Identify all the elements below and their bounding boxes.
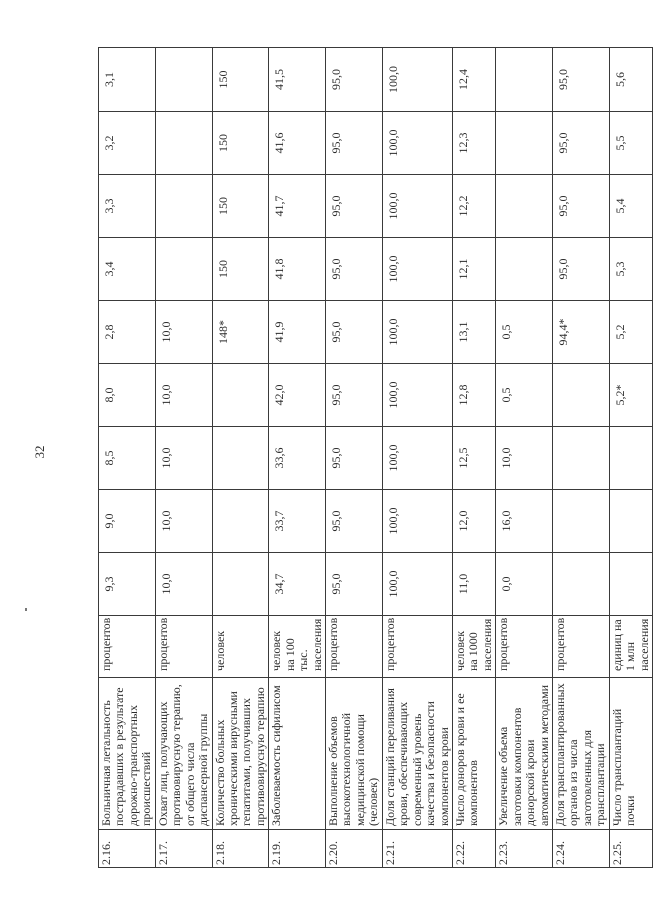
indicator-name: Увеличение объема заготовки компонентов донорской крови автоматическими методами [496,678,553,830]
value-cell: 12,3 [452,112,495,175]
value-cell: 3,4 [99,238,156,301]
value-cell [553,364,610,427]
value-cell: 12,4 [452,48,495,112]
value-cell: 95,0 [553,48,610,112]
table-row [553,48,610,868]
value-cell: 100,0 [382,553,452,616]
indicator-name: Доля станций переливания крови, обеспечивающих современный уровень качества и безопасности компонентов крови [382,678,452,830]
value-cell [155,48,212,112]
table-row [452,48,495,868]
value-cell: 41,8 [269,238,326,301]
value-cell: 3,3 [99,175,156,238]
value-cell [553,553,610,616]
unit-cell: человек на 1000 населения [452,616,495,678]
unit-cell: процентов [326,616,383,678]
value-cell [212,490,269,553]
value-cell [609,553,652,616]
value-cell: 41,7 [269,175,326,238]
value-cell: 5,4 [609,175,652,238]
unit-cell: процентов [155,616,212,678]
value-cell: 12,2 [452,175,495,238]
value-cell: 95,0 [326,48,383,112]
table-row [269,48,326,868]
value-cell: 95,0 [326,112,383,175]
value-cell: 0,0 [496,553,553,616]
rotated-table-wrapper [98,48,651,868]
value-cell: 41,5 [269,48,326,112]
value-cell: 100,0 [382,490,452,553]
value-cell: 0,5 [496,301,553,364]
value-cell [212,553,269,616]
value-cell [496,112,553,175]
value-cell [496,238,553,301]
row-number: 2.21. [382,830,452,868]
value-cell: 150 [212,238,269,301]
value-cell: 5,5 [609,112,652,175]
table-row [382,48,452,868]
indicator-name: Число трансплантаций почки [609,678,652,830]
row-number: 2.24. [553,830,610,868]
indicator-name: Количество больных хроническими вирусными гепатитами, получивших противовирусную терапию [212,678,269,830]
value-cell: 95,0 [326,364,383,427]
value-cell [609,490,652,553]
value-cell: 41,6 [269,112,326,175]
value-cell: 100,0 [382,48,452,112]
table-row [326,48,383,868]
value-cell: 95,0 [326,490,383,553]
value-cell: 100,0 [382,301,452,364]
value-cell [155,175,212,238]
value-cell [609,427,652,490]
value-cell [212,427,269,490]
value-cell: 13,1 [452,301,495,364]
value-cell: 150 [212,48,269,112]
value-cell: 2,8 [99,301,156,364]
value-cell: 34,7 [269,553,326,616]
unit-cell: процентов [99,616,156,678]
value-cell: 11,0 [452,553,495,616]
value-cell: 9,0 [99,490,156,553]
value-cell: 148* [212,301,269,364]
value-cell: 100,0 [382,238,452,301]
row-number: 2.23. [496,830,553,868]
row-number: 2.17. [155,830,212,868]
value-cell: 9,3 [99,553,156,616]
table-row [496,48,553,868]
value-cell: 10,0 [496,427,553,490]
indicator-name: Заболеваемость сифилисом [269,678,326,830]
value-cell: 100,0 [382,427,452,490]
value-cell: 5,6 [609,48,652,112]
value-cell: 3,2 [99,112,156,175]
indicator-name: Доля трансплантированных органов из числа заготовленных для трансплантации [553,678,610,830]
value-cell [496,48,553,112]
value-cell: 5,3 [609,238,652,301]
value-cell: 95,0 [326,427,383,490]
unit-cell: человек на 100 тыс. населения [269,616,326,678]
value-cell: 3,1 [99,48,156,112]
indicator-name: Число доноров крови и ее компонентов [452,678,495,830]
value-cell: 12,8 [452,364,495,427]
value-cell: 12,0 [452,490,495,553]
value-cell: 95,0 [326,175,383,238]
value-cell: 95,0 [553,175,610,238]
row-number: 2.16. [99,830,156,868]
page-number: 32 [32,445,47,459]
value-cell: 95,0 [553,238,610,301]
row-number: 2.18. [212,830,269,868]
value-cell: 12,5 [452,427,495,490]
value-cell [155,238,212,301]
value-cell: 100,0 [382,364,452,427]
row-number: 2.20. [326,830,383,868]
value-cell: 12,1 [452,238,495,301]
row-number: 2.19. [269,830,326,868]
value-cell: 33,6 [269,427,326,490]
value-cell: 100,0 [382,112,452,175]
value-cell: 10,0 [155,553,212,616]
table-row [155,48,212,868]
value-cell: 95,0 [326,301,383,364]
row-number: 2.22. [452,830,495,868]
value-cell: 94,4* [553,301,610,364]
value-cell: 16,0 [496,490,553,553]
table-row [212,48,269,868]
table-row [609,48,652,868]
row-number: 2.25. [609,830,652,868]
value-cell: 100,0 [382,175,452,238]
indicator-name: Больничная летальность пострадавших в результате дорожно-транспортных происшествий [99,678,156,830]
value-cell: 10,0 [155,427,212,490]
table-row [99,48,156,868]
value-cell: 33,7 [269,490,326,553]
value-cell [212,364,269,427]
value-cell [553,427,610,490]
value-cell: 10,0 [155,301,212,364]
value-cell: 95,0 [553,112,610,175]
scan-speck [25,608,27,611]
unit-cell: процентов [496,616,553,678]
indicator-name: Выполнение объемов высокотехнологичной медицинской помощи (человек) [326,678,383,830]
value-cell: 5,2* [609,364,652,427]
value-cell [155,112,212,175]
value-cell: 10,0 [155,490,212,553]
value-cell: 8,5 [99,427,156,490]
value-cell [496,175,553,238]
unit-cell: единиц на 1 млн населения [609,616,652,678]
unit-cell: человек [212,616,269,678]
value-cell: 95,0 [326,238,383,301]
value-cell: 0,5 [496,364,553,427]
indicators-table [98,47,653,868]
unit-cell: процентов [553,616,610,678]
value-cell: 95,0 [326,553,383,616]
value-cell: 10,0 [155,364,212,427]
value-cell: 5,2 [609,301,652,364]
value-cell [553,490,610,553]
unit-cell: процентов [382,616,452,678]
value-cell: 42,0 [269,364,326,427]
value-cell: 41,9 [269,301,326,364]
value-cell: 150 [212,175,269,238]
indicator-name: Охват лиц, получающих противовирусную терапию, от общего числа диспансерной группы [155,678,212,830]
value-cell: 8,0 [99,364,156,427]
value-cell: 150 [212,112,269,175]
